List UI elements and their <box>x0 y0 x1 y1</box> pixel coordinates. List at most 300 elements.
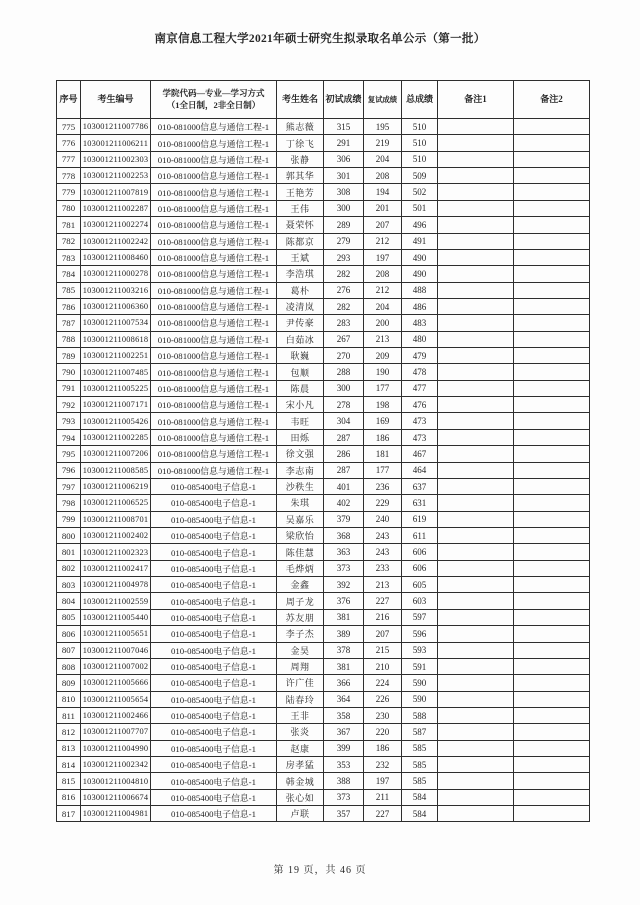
cell-total_score: 590 <box>402 691 438 707</box>
cell-total_score: 637 <box>402 478 438 494</box>
cell-initial_score: 282 <box>324 298 364 314</box>
cell-remark1 <box>438 495 514 511</box>
page-number: 第 19 页，共 46 页 <box>273 865 367 876</box>
cell-initial_score: 364 <box>324 691 364 707</box>
cell-name: 沙秩生 <box>277 478 324 494</box>
cell-name: 王斌 <box>277 249 324 265</box>
table-row <box>57 478 590 494</box>
cell-initial_score: 376 <box>324 593 364 609</box>
cell-seq: 805 <box>57 609 81 625</box>
cell-seq: 785 <box>57 282 81 298</box>
cell-initial_score: 308 <box>324 184 364 200</box>
cell-initial_score: 399 <box>324 740 364 756</box>
cell-name: 李子杰 <box>277 626 324 642</box>
cell-name: 陈都京 <box>277 233 324 249</box>
cell-name: 张心如 <box>277 789 324 805</box>
cell-retest_score: 204 <box>364 298 402 314</box>
cell-remark1 <box>438 200 514 216</box>
cell-candidate_no: 103001211004810 <box>81 773 151 789</box>
table-row <box>57 560 590 576</box>
cell-candidate_no: 103001211003216 <box>81 282 151 298</box>
cell-remark2 <box>514 397 590 413</box>
cell-name: 陈佳慧 <box>277 544 324 560</box>
cell-seq: 812 <box>57 724 81 740</box>
cell-total_score: 480 <box>402 331 438 347</box>
cell-total_score: 631 <box>402 495 438 511</box>
cell-remark2 <box>514 806 590 822</box>
cell-remark1 <box>438 626 514 642</box>
cell-candidate_no: 103001211002251 <box>81 348 151 364</box>
cell-initial_score: 373 <box>324 560 364 576</box>
cell-program: 010-081000信息与通信工程-1 <box>151 184 277 200</box>
cell-remark2 <box>514 560 590 576</box>
cell-total_score: 464 <box>402 462 438 478</box>
cell-initial_score: 291 <box>324 135 364 151</box>
cell-candidate_no: 103001211000278 <box>81 266 151 282</box>
cell-candidate_no: 103001211002342 <box>81 757 151 773</box>
cell-total_score: 587 <box>402 724 438 740</box>
cell-remark1 <box>438 331 514 347</box>
cell-remark1 <box>438 348 514 364</box>
cell-retest_score: 210 <box>364 658 402 674</box>
cell-initial_score: 379 <box>324 511 364 527</box>
cell-remark2 <box>514 724 590 740</box>
cell-program: 010-081000信息与通信工程-1 <box>151 298 277 314</box>
cell-name: 李志南 <box>277 462 324 478</box>
cell-candidate_no: 103001211007707 <box>81 724 151 740</box>
cell-program: 010-085400电子信息-1 <box>151 724 277 740</box>
cell-retest_score: 209 <box>364 348 402 364</box>
cell-candidate_no: 103001211002242 <box>81 233 151 249</box>
cell-remark1 <box>438 184 514 200</box>
cell-initial_score: 287 <box>324 462 364 478</box>
cell-retest_score: 226 <box>364 691 402 707</box>
cell-name: 金鑫 <box>277 577 324 593</box>
cell-total_score: 478 <box>402 364 438 380</box>
col-header-seq: 序号 <box>57 81 81 119</box>
cell-remark1 <box>438 544 514 560</box>
cell-total_score: 491 <box>402 233 438 249</box>
cell-remark2 <box>514 298 590 314</box>
cell-candidate_no: 103001211007534 <box>81 315 151 331</box>
cell-remark1 <box>438 429 514 445</box>
cell-initial_score: 378 <box>324 642 364 658</box>
col-header-candidate_no: 考生编号 <box>81 81 151 119</box>
cell-program: 010-081000信息与通信工程-1 <box>151 364 277 380</box>
cell-name: 朱琪 <box>277 495 324 511</box>
cell-program: 010-085400电子信息-1 <box>151 757 277 773</box>
cell-remark2 <box>514 707 590 723</box>
cell-remark2 <box>514 773 590 789</box>
cell-name: 房孝猛 <box>277 757 324 773</box>
cell-total_score: 591 <box>402 658 438 674</box>
cell-remark2 <box>514 757 590 773</box>
cell-remark1 <box>438 135 514 151</box>
cell-retest_score: 224 <box>364 675 402 691</box>
cell-seq: 788 <box>57 331 81 347</box>
cell-remark1 <box>438 707 514 723</box>
cell-candidate_no: 103001211002402 <box>81 527 151 543</box>
cell-program: 010-085400电子信息-1 <box>151 511 277 527</box>
table-row <box>57 249 590 265</box>
table-row <box>57 462 590 478</box>
cell-remark2 <box>514 609 590 625</box>
cell-remark1 <box>438 789 514 805</box>
table-row <box>57 626 590 642</box>
cell-seq: 807 <box>57 642 81 658</box>
cell-remark2 <box>514 217 590 233</box>
cell-candidate_no: 103001211002274 <box>81 217 151 233</box>
cell-candidate_no: 103001211006219 <box>81 478 151 494</box>
cell-retest_score: 240 <box>364 511 402 527</box>
cell-total_score: 488 <box>402 282 438 298</box>
cell-name: 田烁 <box>277 429 324 445</box>
cell-retest_score: 212 <box>364 233 402 249</box>
table-row <box>57 233 590 249</box>
cell-program: 010-081000信息与通信工程-1 <box>151 266 277 282</box>
cell-candidate_no: 103001211005440 <box>81 609 151 625</box>
cell-total_score: 479 <box>402 348 438 364</box>
cell-total_score: 585 <box>402 773 438 789</box>
cell-total_score: 584 <box>402 789 438 805</box>
cell-candidate_no: 103001211002303 <box>81 151 151 167</box>
cell-total_score: 596 <box>402 626 438 642</box>
cell-seq: 786 <box>57 298 81 314</box>
table-row <box>57 315 590 331</box>
cell-total_score: 597 <box>402 609 438 625</box>
cell-total_score: 605 <box>402 577 438 593</box>
table-row <box>57 577 590 593</box>
cell-remark1 <box>438 642 514 658</box>
cell-name: 熊志薇 <box>277 119 324 135</box>
table-row <box>57 495 590 511</box>
table-row <box>57 806 590 822</box>
cell-retest_score: 194 <box>364 184 402 200</box>
cell-program: 010-085400电子信息-1 <box>151 691 277 707</box>
cell-remark1 <box>438 266 514 282</box>
col-header-initial_score: 初试成绩 <box>324 81 364 119</box>
cell-name: 毛烨炳 <box>277 560 324 576</box>
cell-remark2 <box>514 544 590 560</box>
cell-remark1 <box>438 740 514 756</box>
cell-seq: 801 <box>57 544 81 560</box>
cell-retest_score: 207 <box>364 217 402 233</box>
cell-total_score: 496 <box>402 217 438 233</box>
cell-retest_score: 216 <box>364 609 402 625</box>
cell-retest_score: 190 <box>364 364 402 380</box>
cell-remark2 <box>514 642 590 658</box>
cell-initial_score: 304 <box>324 413 364 429</box>
cell-program: 010-081000信息与通信工程-1 <box>151 135 277 151</box>
cell-seq: 781 <box>57 217 81 233</box>
cell-retest_score: 197 <box>364 773 402 789</box>
cell-total_score: 477 <box>402 380 438 396</box>
cell-remark1 <box>438 593 514 609</box>
cell-initial_score: 301 <box>324 168 364 184</box>
cell-program: 010-085400电子信息-1 <box>151 642 277 658</box>
cell-program: 010-085400电子信息-1 <box>151 707 277 723</box>
col-header-remark1: 备注1 <box>438 81 514 119</box>
cell-retest_score: 213 <box>364 577 402 593</box>
cell-seq: 776 <box>57 135 81 151</box>
cell-name: 周子龙 <box>277 593 324 609</box>
cell-seq: 779 <box>57 184 81 200</box>
cell-total_score: 467 <box>402 446 438 462</box>
cell-program: 010-085400电子信息-1 <box>151 593 277 609</box>
cell-remark1 <box>438 527 514 543</box>
cell-retest_score: 233 <box>364 560 402 576</box>
cell-candidate_no: 103001211006525 <box>81 495 151 511</box>
cell-remark2 <box>514 789 590 805</box>
cell-retest_score: 212 <box>364 282 402 298</box>
cell-remark2 <box>514 135 590 151</box>
col-header-retest_score: 复试成绩 <box>364 81 402 119</box>
cell-retest_score: 186 <box>364 429 402 445</box>
cell-seq: 817 <box>57 806 81 822</box>
table-row <box>57 642 590 658</box>
cell-program: 010-081000信息与通信工程-1 <box>151 168 277 184</box>
cell-total_score: 476 <box>402 397 438 413</box>
cell-name: 白茹冰 <box>277 331 324 347</box>
cell-candidate_no: 103001211007485 <box>81 364 151 380</box>
cell-retest_score: 198 <box>364 397 402 413</box>
cell-initial_score: 315 <box>324 119 364 135</box>
cell-name: 包顺 <box>277 364 324 380</box>
cell-program: 010-085400电子信息-1 <box>151 773 277 789</box>
cell-total_score: 509 <box>402 168 438 184</box>
cell-remark1 <box>438 380 514 396</box>
table-row <box>57 707 590 723</box>
cell-remark2 <box>514 266 590 282</box>
cell-name: 吴嘉乐 <box>277 511 324 527</box>
col-header-remark2: 备注2 <box>514 81 590 119</box>
table-row <box>57 331 590 347</box>
cell-program: 010-081000信息与通信工程-1 <box>151 249 277 265</box>
cell-name: 郭其华 <box>277 168 324 184</box>
cell-initial_score: 286 <box>324 446 364 462</box>
cell-program: 010-085400电子信息-1 <box>151 495 277 511</box>
cell-seq: 783 <box>57 249 81 265</box>
cell-program: 010-085400电子信息-1 <box>151 740 277 756</box>
cell-remark1 <box>438 446 514 462</box>
cell-seq: 787 <box>57 315 81 331</box>
cell-seq: 809 <box>57 675 81 691</box>
table-row <box>57 658 590 674</box>
cell-seq: 797 <box>57 478 81 494</box>
cell-seq: 792 <box>57 397 81 413</box>
cell-name: 葛朴 <box>277 282 324 298</box>
cell-remark2 <box>514 577 590 593</box>
cell-program: 010-085400电子信息-1 <box>151 478 277 494</box>
cell-retest_score: 201 <box>364 200 402 216</box>
cell-name: 韩金城 <box>277 773 324 789</box>
cell-remark1 <box>438 773 514 789</box>
cell-program: 010-081000信息与通信工程-1 <box>151 348 277 364</box>
table-row <box>57 184 590 200</box>
table-row <box>57 217 590 233</box>
table-row <box>57 773 590 789</box>
cell-remark1 <box>438 806 514 822</box>
table-row <box>57 691 590 707</box>
cell-name: 周翔 <box>277 658 324 674</box>
cell-initial_score: 368 <box>324 527 364 543</box>
cell-retest_score: 227 <box>364 806 402 822</box>
table-row <box>57 544 590 560</box>
cell-name: 韦旺 <box>277 413 324 429</box>
col-header-name: 考生姓名 <box>277 81 324 119</box>
cell-total_score: 584 <box>402 806 438 822</box>
cell-candidate_no: 103001211002323 <box>81 544 151 560</box>
cell-total_score: 501 <box>402 200 438 216</box>
cell-program: 010-085400电子信息-1 <box>151 560 277 576</box>
cell-remark2 <box>514 233 590 249</box>
cell-total_score: 619 <box>402 511 438 527</box>
cell-program: 010-081000信息与通信工程-1 <box>151 429 277 445</box>
table-row <box>57 446 590 462</box>
cell-remark1 <box>438 282 514 298</box>
table-header <box>57 81 590 119</box>
cell-initial_score: 392 <box>324 577 364 593</box>
cell-seq: 778 <box>57 168 81 184</box>
table-row <box>57 119 590 135</box>
cell-initial_score: 389 <box>324 626 364 642</box>
cell-remark1 <box>438 478 514 494</box>
cell-name: 凌清岚 <box>277 298 324 314</box>
table-row <box>57 527 590 543</box>
cell-remark2 <box>514 151 590 167</box>
cell-program: 010-081000信息与通信工程-1 <box>151 151 277 167</box>
cell-remark1 <box>438 249 514 265</box>
cell-name: 梁欣怡 <box>277 527 324 543</box>
cell-candidate_no: 103001211007046 <box>81 642 151 658</box>
cell-candidate_no: 103001211007002 <box>81 658 151 674</box>
cell-candidate_no: 103001211002285 <box>81 429 151 445</box>
cell-initial_score: 289 <box>324 217 364 233</box>
cell-retest_score: 200 <box>364 315 402 331</box>
cell-seq: 798 <box>57 495 81 511</box>
cell-remark1 <box>438 364 514 380</box>
cell-program: 010-081000信息与通信工程-1 <box>151 217 277 233</box>
cell-candidate_no: 103001211004978 <box>81 577 151 593</box>
cell-candidate_no: 103001211006211 <box>81 135 151 151</box>
cell-initial_score: 373 <box>324 789 364 805</box>
cell-program: 010-085400电子信息-1 <box>151 527 277 543</box>
cell-candidate_no: 103001211005666 <box>81 675 151 691</box>
cell-remark1 <box>438 119 514 135</box>
cell-total_score: 606 <box>402 544 438 560</box>
cell-remark2 <box>514 413 590 429</box>
cell-initial_score: 293 <box>324 249 364 265</box>
cell-name: 王伟 <box>277 200 324 216</box>
cell-remark1 <box>438 675 514 691</box>
cell-initial_score: 367 <box>324 724 364 740</box>
cell-retest_score: 220 <box>364 724 402 740</box>
cell-program: 010-081000信息与通信工程-1 <box>151 282 277 298</box>
cell-name: 王艳芳 <box>277 184 324 200</box>
cell-candidate_no: 103001211005225 <box>81 380 151 396</box>
cell-remark1 <box>438 168 514 184</box>
cell-name: 赵康 <box>277 740 324 756</box>
cell-retest_score: 230 <box>364 707 402 723</box>
cell-initial_score: 283 <box>324 315 364 331</box>
table-row <box>57 200 590 216</box>
cell-remark1 <box>438 511 514 527</box>
cell-candidate_no: 103001211006360 <box>81 298 151 314</box>
table-row <box>57 593 590 609</box>
cell-name: 张静 <box>277 151 324 167</box>
table-row <box>57 298 590 314</box>
cell-total_score: 606 <box>402 560 438 576</box>
cell-seq: 804 <box>57 593 81 609</box>
cell-program: 010-085400电子信息-1 <box>151 806 277 822</box>
cell-remark1 <box>438 217 514 233</box>
cell-remark1 <box>438 560 514 576</box>
cell-seq: 815 <box>57 773 81 789</box>
cell-candidate_no: 103001211002466 <box>81 707 151 723</box>
cell-program: 010-081000信息与通信工程-1 <box>151 462 277 478</box>
cell-total_score: 593 <box>402 642 438 658</box>
cell-remark2 <box>514 593 590 609</box>
cell-seq: 808 <box>57 658 81 674</box>
cell-retest_score: 169 <box>364 413 402 429</box>
cell-seq: 811 <box>57 707 81 723</box>
cell-initial_score: 278 <box>324 397 364 413</box>
cell-program: 010-085400电子信息-1 <box>151 609 277 625</box>
cell-candidate_no: 103001211004981 <box>81 806 151 822</box>
cell-seq: 802 <box>57 560 81 576</box>
cell-program: 010-081000信息与通信工程-1 <box>151 315 277 331</box>
cell-remark2 <box>514 200 590 216</box>
cell-retest_score: 243 <box>364 544 402 560</box>
cell-seq: 796 <box>57 462 81 478</box>
cell-total_score: 590 <box>402 675 438 691</box>
cell-name: 苏友朋 <box>277 609 324 625</box>
cell-candidate_no: 103001211007819 <box>81 184 151 200</box>
cell-candidate_no: 103001211002287 <box>81 200 151 216</box>
cell-seq: 791 <box>57 380 81 396</box>
cell-program: 010-085400电子信息-1 <box>151 675 277 691</box>
document-title: 南京信息工程大学2021年硕士研究生拟录取名单公示（第一批） <box>154 33 486 45</box>
cell-total_score: 611 <box>402 527 438 543</box>
cell-retest_score: 208 <box>364 168 402 184</box>
cell-name: 宋小凡 <box>277 397 324 413</box>
cell-initial_score: 358 <box>324 707 364 723</box>
cell-name: 耿巍 <box>277 348 324 364</box>
cell-seq: 775 <box>57 119 81 135</box>
cell-total_score: 588 <box>402 707 438 723</box>
cell-initial_score: 353 <box>324 757 364 773</box>
cell-total_score: 486 <box>402 298 438 314</box>
cell-initial_score: 381 <box>324 658 364 674</box>
table-row <box>57 397 590 413</box>
cell-candidate_no: 103001211005426 <box>81 413 151 429</box>
cell-program: 010-081000信息与通信工程-1 <box>151 413 277 429</box>
cell-initial_score: 300 <box>324 380 364 396</box>
cell-remark2 <box>514 315 590 331</box>
cell-retest_score: 213 <box>364 331 402 347</box>
cell-retest_score: 229 <box>364 495 402 511</box>
cell-total_score: 473 <box>402 429 438 445</box>
cell-seq: 810 <box>57 691 81 707</box>
cell-name: 李浩琪 <box>277 266 324 282</box>
cell-program: 010-085400电子信息-1 <box>151 544 277 560</box>
cell-total_score: 585 <box>402 740 438 756</box>
cell-initial_score: 357 <box>324 806 364 822</box>
cell-retest_score: 204 <box>364 151 402 167</box>
cell-candidate_no: 103001211007206 <box>81 446 151 462</box>
cell-total_score: 510 <box>402 135 438 151</box>
cell-remark2 <box>514 675 590 691</box>
